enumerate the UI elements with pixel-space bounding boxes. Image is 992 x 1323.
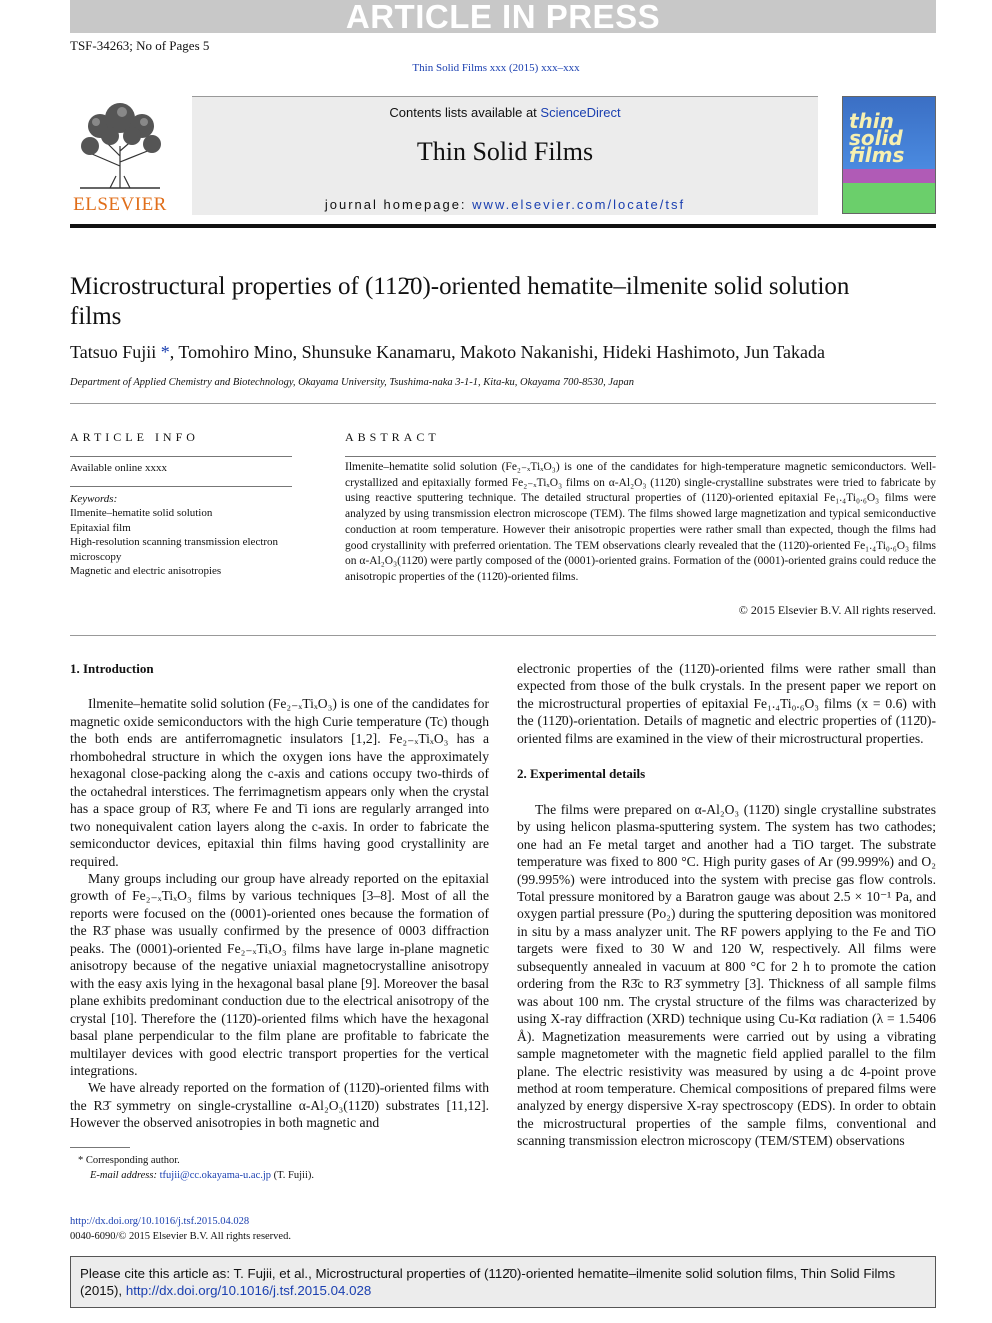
keyword-item: Epitaxial film	[70, 521, 131, 534]
masthead	[192, 96, 818, 215]
affiliation: Department of Applied Chemistry and Biotechnology, Okayama University, Tsushima-naka 3-1-1, Kita-ku, Okayama 700-8530, Japan	[70, 377, 635, 388]
body-divider	[70, 635, 936, 636]
footnote-rule	[70, 1147, 130, 1148]
article-in-press-banner: ARTICLE IN PRESS	[70, 0, 936, 33]
keyword-item: Magnetic and electric anisotropies	[70, 565, 222, 578]
article-info-heading: ARTICLE INFO	[70, 430, 199, 444]
author-list	[70, 342, 936, 363]
homepage-line	[192, 197, 818, 212]
elsevier-logo[interactable]	[70, 96, 170, 216]
journal-cover-image[interactable]	[842, 96, 936, 214]
other-authors: , Tomohiro Mino, Shunsuke Kanamaru, Makoto Nakanishi, Hideki Hashimoto, Jun Takada	[169, 342, 825, 362]
citation-doi-link[interactable]: http://dx.doi.org/10.1016/j.tsf.2015.04.028	[125, 1283, 372, 1298]
citation-text	[80, 1265, 928, 1299]
email-link[interactable]: tfujii@cc.okayama-u.ac.jp	[159, 1170, 272, 1181]
available-online: Available online xxxx	[70, 462, 167, 474]
affiliation-divider	[70, 403, 936, 404]
body-paragraph: The films were prepared on α-Al₂O₃ (112̄0) single crystalline substrates by using helicon plasma-sputtering system. The system has two cathodes; one had an Fe metal target and another had a TiO target. The substrate temperature was fixed to 800 °C. High purity gases of Ar (99.999%) and O₂ (99.995%) were introduced into the system with precise gas flow controls. Total pressure monitored by a Baratron gauge was about 2.5 × 10⁻¹ Pa, and oxygen partial pressure (Po₂) during the sputtering deposition was monitored in situ by a mass analyzer unit. The RF powers applying to the Fe and TiO targets were fixed to 30 W and 120 W, respectively. All films were subsequently annealed in vacuum at 800 °C for 2 h to promote the cation ordering from the R3̄c to R3̄ symmetry [3]. Thickness of all sample films was about 100 nm. The crystal structure of the films was characterized by using X-ray diffraction (XRD) technique using Cu-Kα radiation (λ = 1.5406 Å). Magnetization measurements were carried out by using a vibrating sample magnetometer with the magnetic field applied parallel to the film plane. The electric resistivity was measured by using a dc 4-point prove method at room temperature. Chemical compositions of prepared films were analyzed by energy dispersive X-ray spectroscopy (EDS). In order to obtain the microstructural properties of the sample films, conventional and scanning transmission electron microscopy (TEM/STEM) observations	[517, 801, 936, 1149]
publisher-name: ELSEVIER	[73, 194, 167, 215]
body-paragraph: electronic properties of the (112̄0)-oriented films were rather small than expected from those of the bulk crystals. In the present paper we report on the microstructural properties of epitaxial Fe₁.₄Ti₀.₆O₃ films (x = 0.6) with the (112̄0)-orientation. Details of magnetic and electric properties of (112̄0)-oriented films are examined in the view of their microstructural properties.	[517, 661, 936, 746]
experimental-heading: 2. Experimental details	[517, 766, 646, 782]
keywords-label: Keywords:	[70, 493, 118, 505]
keywords	[70, 492, 298, 578]
journal-citation-link[interactable]: Thin Solid Films xxx (2015) xxx–xxx	[412, 62, 580, 74]
header-divider	[70, 224, 936, 228]
contents-prefix: Contents lists available at	[389, 105, 541, 120]
abstract-copyright: © 2015 Elsevier B.V. All rights reserved.	[738, 603, 936, 617]
citation-prefix: Please cite this article as: T. Fujii, et al., Microstructural properties of (112̄0)-oriented hematite–ilmenite solid solution films, Thin Solid Films (2015),	[80, 1266, 896, 1298]
email-label: E-mail address:	[90, 1170, 160, 1181]
article-title: Microstructural properties of (112̄0)-oriented hematite–ilmenite solid solution films	[70, 273, 850, 330]
body-right-column	[517, 660, 936, 1150]
homepage-prefix: journal homepage:	[324, 197, 473, 212]
doi-block	[70, 1214, 490, 1244]
email-suffix: (T. Fujii).	[271, 1170, 315, 1181]
contents-line	[192, 105, 818, 120]
article-info-rule	[70, 486, 292, 487]
email-line	[70, 1168, 490, 1183]
sciencedirect-link[interactable]: ScienceDirect	[540, 105, 621, 120]
body-paragraph: Ilmenite–hematite solid solution (Fe₂₋ₓTiₓO₃) is one of the candidates for magnetic oxide semiconductors with the high Curie temperature (Tc) though the both ends are antiferromagnetic insulators [1,2]. Fe₂₋ₓTiₓO₃ has a rhombohedral structure in which the oxygen ions have the approximately hexagonal close-packing along the c-axis and cations occupy two-thirds of the octahedral interstices. The ferrimagnetism appears only when the crystal has a space group of R3̄, where Fe and Ti ions are regularly arranged into two nonequivalent cation layers along the c-axis. In order to fabricate the semiconductor devices, epitaxial thin films having good crystallinity are required.	[70, 696, 489, 869]
doi-link[interactable]: http://dx.doi.org/10.1016/j.tsf.2015.04.028	[70, 1216, 250, 1227]
corresponding-author-note: * Corresponding author.	[78, 1155, 180, 1166]
body-paragraph: We have already reported on the formation of (112̄0)-oriented films with the R3̄ symmetry on single-crystalline α-Al₂O₃(112̄0) substrates [11,12]. However the observed anisotropies in both magnetic and	[70, 1080, 489, 1131]
body-left-column	[70, 660, 489, 1132]
citation-box	[70, 1256, 936, 1308]
homepage-link[interactable]: www.elsevier.com/locate/tsf	[472, 197, 686, 212]
corresponding-author-star[interactable]: *	[156, 342, 170, 362]
article-info-rule	[70, 456, 292, 457]
first-author: Tatsuo Fujii	[70, 342, 157, 362]
journal-name: Thin Solid Films	[416, 137, 594, 166]
manuscript-id: TSF-34263; No of Pages 5	[70, 38, 210, 53]
elsevier-tree-icon	[70, 96, 170, 192]
footnote	[70, 1153, 490, 1183]
issn-line: 0040-6090/© 2015 Elsevier B.V. All rights reserved.	[70, 1231, 291, 1242]
abstract-heading: ABSTRACT	[345, 430, 440, 444]
keyword-item: Ilmenite–hematite solid solution	[70, 507, 213, 520]
keyword-item: High-resolution scanning transmission electron microscopy	[70, 536, 279, 563]
body-paragraph: Many groups including our group have already reported on the epitaxial growth of Fe₂₋ₓTiₓO₃ films by various techniques [3–8]. Most of all the reports were focused on the (0001)-oriented ones because the formation of the R3̄ phase was usually confirmed by the presence of 0003 diffraction peaks. The (0001)-oriented Fe₂₋ₓTiₓO₃ films have large in-plane magnetic anisotropy because of the negative uniaxial magnetocrystalline anisotropy with the easy axis lying in the hexagonal basal plane [9]. Moreover the basal plane exhibits predominant conduction due to the electrical anisotropy of the crystal [10]. Therefore the (112̄0)-oriented films which have the hexagonal basal plane perpendicular to the film plane are profitable to fabricate the multilayer devices with good electric transport properties for the vertical integrations.	[70, 870, 489, 1078]
cover-title: thin solid films	[849, 109, 905, 167]
introduction-heading: 1. Introduction	[70, 661, 154, 676]
abstract-rule	[345, 456, 936, 457]
abstract-text: Ilmenite–hematite solid solution (Fe₂₋ₓTiₓO₃) is one of the candidates for high-temperature magnetic semiconductors. Well-crystallized and epitaxially formed Fe₂₋ₓTiₓO₃ films on α-Al₂O₃ (112̄0) single-crystalline substrates were tried to fabricate by using reactive sputtering technique. The detailed structural properties of (112̄0)-oriented epitaxial Fe₁.₄Ti₀.₆O₃ films were analyzed by using transmission electron microscope (TEM). The films showed large magnetization and typical semiconductive conduction at room temperature. However their anisotropic properties were rather small than expected, though the films had good crystallinity with preferred orientation. The TEM observations clearly revealed that the (112̄0)-oriented Fe₁.₄Ti₀.₆O₃ films on α-Al₂O₃(112̄0) were partly composed of the (0001)-oriented grains. Formation of the (0001)-oriented grains could reduce the anisotropic properties of the (112̄0)-oriented films.	[345, 461, 936, 583]
